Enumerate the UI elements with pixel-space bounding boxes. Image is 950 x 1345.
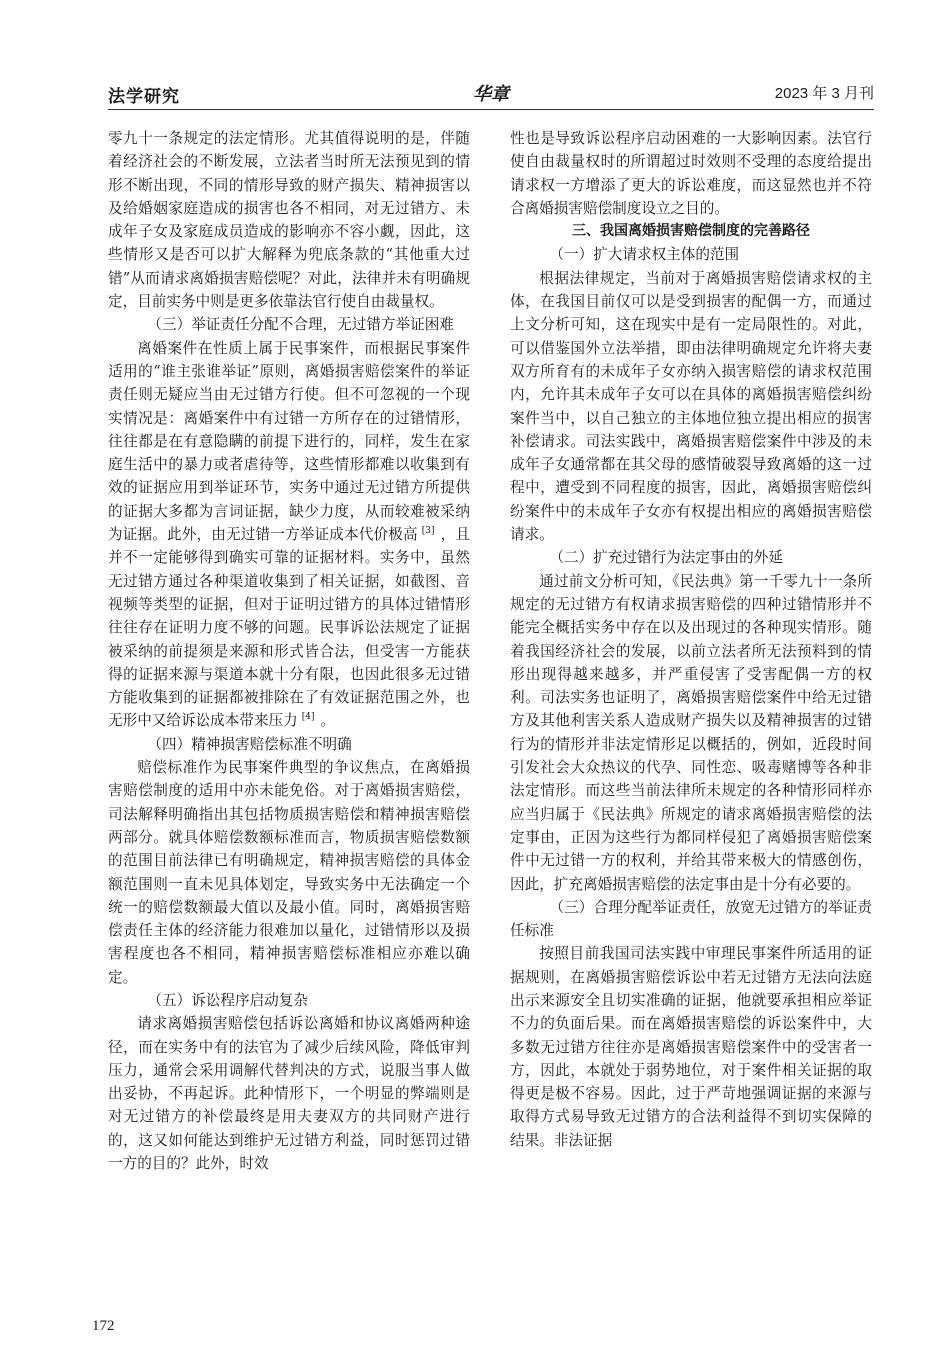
paragraph: 根据法律规定，当前对于离婚损害赔偿请求权的主体，在我国目前仅可以是受到损害的配偶一方，而通过上文分析可知，这在现实中是有一定局限性的。对此，可以借鉴国外立法举措，即由法律明确规定允许将夫妻双方所育有的未成年子女亦纳入损害赔偿的请求权范围内，允许其未成年子女可以在具体的离婚损害赔偿纠纷案件当中，以自己独立的主体地位独立提出相应的损害补偿请求。司法实践中，离婚损害赔偿案件中涉及的未成年子女通常都在其父母的感情破裂导致离婚的这一过程中，遭受到不同程度的损害，因此，离婚损害赔偿纠纷案件中的未成年子女亦有权提出相应的离婚损害赔偿请求。 (510, 269, 872, 544)
subheading: （二）扩充过错行为法定事由的外延 (549, 549, 783, 567)
paragraph: 性也是导致诉讼程序启动困难的一大影响因素。法官行使自由裁量权时的所谓超过时效则不受理的态度给提出请求权一方增添了更大的诉讼难度，而这显然也并不符合离婚损害赔偿制度设立之目的。 (510, 130, 872, 217)
paragraph: 赔偿标准作为民事案件典型的争议焦点，在离婚损害赔偿制度的适用中亦未能免俗。对于离婚损害赔偿，司法解释明确指出其包括物质损害赔偿和精神损害赔偿两部分。就具体赔偿数额标准而言，物质损害赔偿数额的范围目前法律已有明确规定，精神损害赔偿的具体金额范围则一直未见具体划定，导致实务中无法确定一个统一的赔偿数额最大值以及最小值。同时，离婚损害赔偿责任主体的经济能力很难加以量化，过错情形以及损害程度也各不相同，精神损害赔偿标准相应亦难以确定。 (108, 759, 470, 986)
paragraph-text: 。 (320, 712, 336, 730)
left-column (108, 127, 470, 1175)
citation-ref[interactable]: [3] (421, 526, 435, 537)
journal-name: 法学研究 (108, 87, 180, 107)
header-rule (108, 109, 874, 110)
right-column (510, 127, 872, 1152)
citation-ref[interactable]: [4] (301, 712, 315, 723)
paragraph: 请求离婚损害赔偿包括诉讼离婚和协议离婚两种途径，而在实务中有的法官为了减少后续风险，降低审判压力，通常会采用调解代替判决的方式，说服当事人做出妥协，不再起诉。此种情形下，一个明显的弊端则是对无过错方的补偿最终是用夫妻双方的共同财产进行的，这又如何能达到维护无过错方利益，同时惩罚过错一方的目的？此外，时效 (108, 1015, 470, 1173)
section-heading: 三、我国离婚损害赔偿制度的完善路径 (572, 223, 810, 240)
paragraph-text: 离婚案件在性质上属于民事案件，而根据民事案件适用的“谁主张谁举证”原则，离婚损害赔偿案件的举证责任则无疑应当由无过错方行使。但不可忽视的一个现实情况是：离婚案件中有过错一方所存在的过错情形，往往都是在有意隐瞒的前提下进行的，同样，发生在家庭生活中的暴力或者虐待等，这些情形都难以收集到有效的证据应用到举证环节，实务中通过无过错方所提供的证据大多都为言词证据，缺少力度，从而较难被采纳为证据。此外，由无过错一方举证成本代价极高 (108, 339, 470, 544)
page-number: 172 (92, 1318, 115, 1334)
paragraph (108, 337, 470, 733)
paragraph: 通过前文分析可知，《民法典》第一千零九十一条所规定的无过错方有权请求损害赔偿的四种过错情形并不能完全概括实务中存在以及出现过的各种现实情形。随着我国经济社会的发展，以前立法者所无法预料到的情形出现得越来越多，并严重侵害了受害配偶一方的权利。司法实务也证明了，离婚损害赔偿案件中给无过错方及其他利害关系人造成财产损失以及精神损害的过错行为的情形并非法定情形足以概括的，例如，近段时间引发社会大众热议的代孕、同性恋、吸毒赌博等各种非法定情形。而这些当前法律所未规定的各种情形同样亦应当归属于《民法典》所规定的请求离婚损害赔偿的法定事由，正因为这些行为都同样侵犯了离婚损害赔偿案件中无过错一方的权利，并给其带来极大的情感创伤，因此，扩充离婚损害赔偿的法定事由是十分有必要的。 (510, 572, 872, 893)
subheading: （三）合理分配举证责任，放宽无过错方的举证责任标准 (510, 898, 872, 940)
paragraph: 按照目前我国司法实践中审理民事案件所适用的证据规则，在离婚损害赔偿诉讼中若无过错方无法向法庭出示来源安全且切实准确的证据，他就要承担相应举证不力的负面后果。而在离婚损害赔偿的诉讼案件中，大多数无过错方往往亦是离婚损害赔偿案件中的受害者一方，因此，本就处于弱势地位，对于案件相关证据的取得更是极不容易。因此，过于严苛地强调证据的来源与取得方式易导致无过错方的合法利益得不到切实保障的结果。非法证据 (510, 945, 872, 1149)
paragraph-text: ，且并不一定能够得到确实可靠的证据材料。实务中，虽然无过错方通过各种渠道收集到了相关证据，如截图、音视频等类型的证据，但对于证明过错方的具体过错情形往往存在证明力度不够的问题。民事诉讼法规定了证据被采纳的前提须是来源和形式皆合法，但受害一方能获得的证据来源与渠道本就十分有限，也因此很多无过错方能收集到的证据都被排除在了有效证据范围之外，也无形中又给诉讼成本带来压力 (108, 526, 470, 730)
subheading: （四）精神损害赔偿标准不明确 (147, 735, 352, 753)
paragraph: 零九十一条规定的法定情形。尤其值得说明的是，伴随着经济社会的不断发展，立法者当时所无法预见到的情形不断出现，不同的情形导致的财产损失、精神损害以及给婚姻家庭造成的损害也各不相同，对无过错方、未成年子女及家庭成员造成的影响亦不容小觑，因此，这些情形又是否可以扩大解释为兜底条款的“其他重大过错”从而请求离婚损害赔偿呢？对此，法律并未有明确规定，目前实务中则是更多依靠法官行使自由裁量权。 (108, 130, 470, 311)
issue-date: 2023 年 3 月刊 (774, 85, 874, 102)
subheading: （五）诉讼程序启动复杂 (147, 991, 308, 1009)
page-header (108, 76, 874, 106)
subheading: （一）扩大请求权主体的范围 (549, 246, 740, 264)
journal-logo: 华章 (473, 84, 509, 105)
subheading: （三）举证责任分配不合理，无过错方举证困难 (147, 316, 454, 334)
